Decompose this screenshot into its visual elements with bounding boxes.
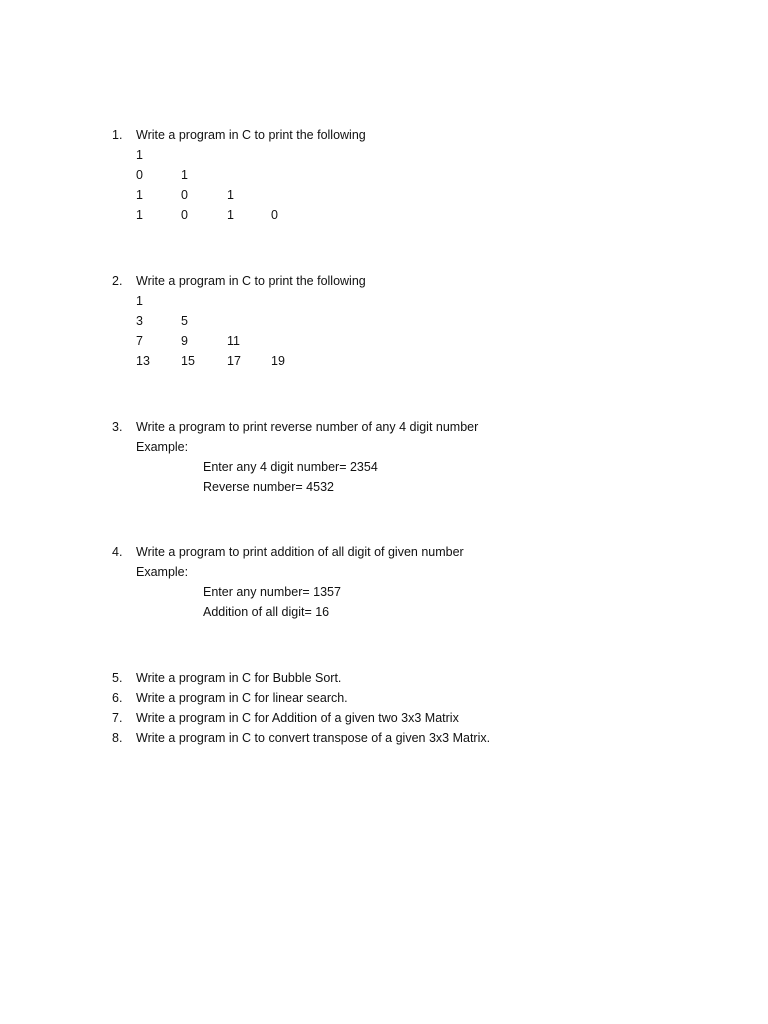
example-input-line: Enter any 4 digit number= 2354 bbox=[203, 460, 378, 474]
question-number: 3. bbox=[112, 420, 123, 434]
example-input-line: Enter any number= 1357 bbox=[203, 585, 341, 599]
example-label: Example: bbox=[136, 440, 189, 454]
pattern-cell: 11 bbox=[227, 334, 240, 348]
pattern-cell: 0 bbox=[181, 188, 188, 202]
pattern-cell: 0 bbox=[181, 208, 188, 222]
question-number: 1. bbox=[112, 128, 123, 142]
pattern-cell: 1 bbox=[181, 168, 188, 182]
pattern-cell: 9 bbox=[181, 334, 188, 348]
pattern-row-3 bbox=[112, 185, 712, 205]
question-text: Write a program in C to print the following bbox=[136, 128, 366, 142]
pattern-cell: 1 bbox=[227, 188, 234, 202]
question-number: 6. bbox=[112, 691, 123, 705]
pattern-row-2 bbox=[112, 165, 712, 185]
question-1 bbox=[112, 125, 712, 225]
pattern-row-1 bbox=[112, 145, 712, 165]
pattern-cell: 13 bbox=[136, 354, 150, 368]
pattern-cell: 5 bbox=[181, 314, 188, 328]
question-4 bbox=[112, 542, 712, 622]
question-text: Write a program in C for linear search. bbox=[136, 691, 348, 705]
pattern-row-4 bbox=[112, 205, 712, 225]
question-number: 5. bbox=[112, 671, 123, 685]
pattern-row-1 bbox=[112, 291, 712, 311]
question-2 bbox=[112, 271, 712, 371]
pattern-cell: 17 bbox=[227, 354, 241, 368]
question-5 bbox=[112, 668, 712, 688]
question-number: 4. bbox=[112, 545, 123, 559]
question-number: 7. bbox=[112, 711, 123, 725]
pattern-cell: 19 bbox=[271, 354, 285, 368]
question-number: 8. bbox=[112, 731, 123, 745]
pattern-cell: 1 bbox=[227, 208, 234, 222]
question-8 bbox=[112, 728, 712, 748]
pattern-cell: 1 bbox=[136, 188, 143, 202]
question-text: Write a program in C for Addition of a given two 3x3 Matrix bbox=[136, 711, 459, 725]
pattern-cell: 15 bbox=[181, 354, 195, 368]
pattern-cell: 1 bbox=[136, 148, 143, 162]
question-text: Write a program in C to convert transpose of a given 3x3 Matrix. bbox=[136, 731, 491, 745]
question-7 bbox=[112, 708, 712, 728]
pattern-row-4 bbox=[112, 351, 712, 371]
example-output-line: Reverse number= 4532 bbox=[203, 480, 334, 494]
question-6 bbox=[112, 688, 712, 708]
pattern-row-2 bbox=[112, 311, 712, 331]
question-text: Write a program in C to print the following bbox=[136, 274, 366, 288]
question-text: Write a program in C for Bubble Sort. bbox=[136, 671, 342, 685]
question-text: Write a program to print addition of all digit of given number bbox=[136, 545, 464, 559]
pattern-cell: 1 bbox=[136, 208, 143, 222]
pattern-cell: 7 bbox=[136, 334, 143, 348]
question-text: Write a program to print reverse number of any 4 digit number bbox=[136, 420, 479, 434]
question-list-5-8 bbox=[112, 668, 712, 748]
question-number: 2. bbox=[112, 274, 123, 288]
pattern-cell: 3 bbox=[136, 314, 143, 328]
pattern-cell: 1 bbox=[136, 294, 143, 308]
pattern-row-3 bbox=[112, 331, 712, 351]
pattern-cell: 0 bbox=[136, 168, 143, 182]
example-output-line: Addition of all digit= 16 bbox=[203, 605, 330, 619]
example-label: Example: bbox=[136, 565, 189, 579]
pattern-cell: 0 bbox=[271, 208, 278, 222]
question-3 bbox=[112, 417, 712, 497]
